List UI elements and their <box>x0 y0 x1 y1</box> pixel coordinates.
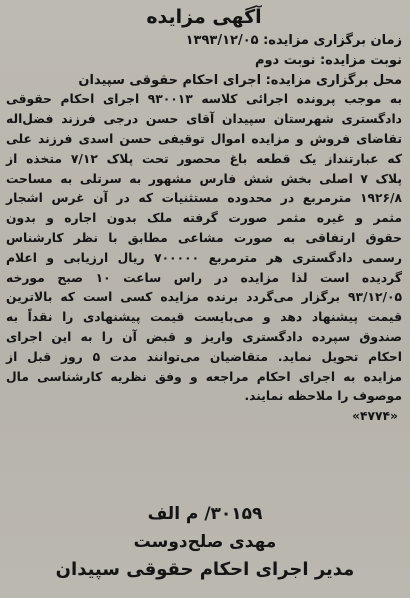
body-line: به موجب پرونده اجرائی کلاسه ۹۳۰۰۱۳ اجرای احکام حقوقی <box>6 92 402 107</box>
notice-title: آگهی مزایده <box>146 6 262 28</box>
body-line: ۹۳/۱۲/۰۵ برگزار می‌گردد برنده مزایده کسی است که بالاترین <box>6 290 402 305</box>
body-line: که عبارتنداز یک قطعه باغ محصور تحت پلاک ۷/۱۲ متخذه از <box>6 151 402 166</box>
notice-body <box>6 90 402 427</box>
body-line: پلاک ۷ اصلی بخش شش فارس مشهور به سرتلی به مساحت <box>6 171 402 186</box>
body-line: صندوق سپرده دادگستری واریز و قبض آن را به این اجرای <box>6 329 402 344</box>
body-line: ۱۹۲۶/۸ مترمربع در محدوده مستثنیات که در آن غرس اشجار <box>6 191 402 206</box>
signatory-name: مهدی صلح‌دوست <box>133 532 277 552</box>
notice-number: ۳۰۱۵۹/ م الف <box>147 504 263 524</box>
body-line: گردیده است لذا مزایده در راس ساعت ۱۰ صبح مورخه <box>6 270 402 285</box>
body-line: تقاضای فروش و مزایده اموال توقیفی حسن اسدی فرزند علی <box>6 131 402 146</box>
signature-block <box>0 500 410 584</box>
body-line: احکام تحویل نماید. متقاضیان می‌توانند مدت ۵ روز قبل از <box>6 349 402 364</box>
reference-code: «۴۷۷۴» <box>352 409 398 424</box>
auction-round-line: نوبت مزایده: نوبت دوم <box>254 52 402 68</box>
auction-date-line: زمان برگزاری مزایده: ۱۳۹۳/۱۲/۰۵ <box>185 33 402 48</box>
body-line: موصوف را ملاحظه نمایند. <box>244 389 402 404</box>
body-line: دادگستری شهرستان سپیدان آقای حسن درجی فرزند فضل‌اله <box>6 112 402 127</box>
body-line: قیمت پیشنهاد دهد و می‌بایست قیمت پیشنهادی را نقداً به <box>6 310 402 325</box>
auction-location-line: محل برگزاری مزایده: اجرای احکام حقوقی سپیدان <box>78 72 402 88</box>
body-line: مزایده به اجرای احکام مراجعه و وفق نظریه کارشناسی مال <box>6 369 402 384</box>
body-line: رسمی دادگستری هر مترمربع ۷۰۰۰۰۰ ریال ارزیابی و اعلام <box>6 250 402 265</box>
body-line: مثمر و غیره مثمر صورت گرفته ملک بدون اجاره و بدون <box>6 211 402 226</box>
body-line: حقوق ارتفاقی به صورت مشاعی مطابق با نظر کارشناس <box>6 230 402 245</box>
signatory-position: مدیر اجرای احکام حقوقی سپیدان <box>55 559 355 580</box>
